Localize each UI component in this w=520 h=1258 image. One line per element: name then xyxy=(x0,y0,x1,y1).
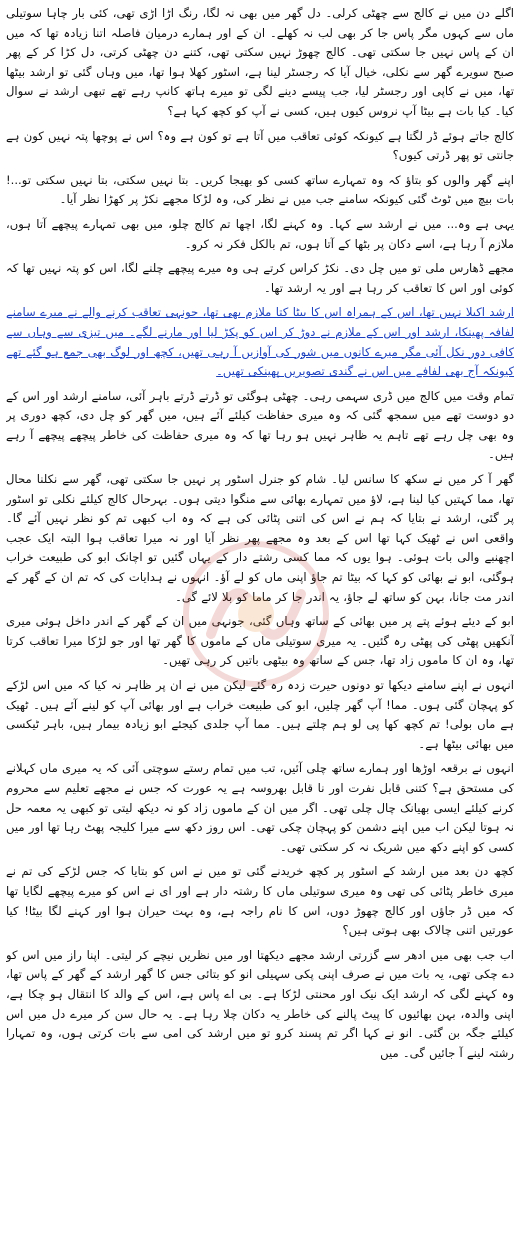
story-paragraph-3: اپنے گھر والوں کو بتاؤ کہ وہ تمہارے ساتھ کسی کو بھیجا کریں۔ بتا نہیں سکتی، بتا نہیں سکتی تو...! بات بیچ میں ٹوٹ گئی کیونکہ سامنے جب میں نے نظر کی، وہ لڑکا مجھے نکڑ پر کھڑا نظر آیا۔ xyxy=(6,172,514,207)
story-paragraph-5: مجھے ڈھارس ملی تو میں چل دی۔ نکڑ کراس کرتے ہی وہ میرے پیچھے چلنے لگا، اس کو پتہ نہیں تھا کہ کوئی اور اس کا تعاقب کر رہا ہے اور یہ ارشد تھا۔ xyxy=(6,261,514,295)
story-paragraph-12: کچھ دن بعد میں ارشد کے اسٹور پر کچھ خریدنے گئی تو میں نے اس کو بتایا کہ جس لڑکے کی تم نے میری خاطر پٹائی کی تھی وہ میری سوتیلی ماں کا رشتہ دار ہے اور ای نے اس کو میرے پیچھے لگایا تھا کہ میں ڈر جاؤں اور کالج چھوڑ دوں، اس کا نام راجہ ہے، وہ بہت حیران ہوا اور کہنے لگا بیٹا! کیا عورتیں اتنی چالاک بھی ہوتی ہیں؟ xyxy=(6,864,514,938)
story-paragraph-highlighted-link[interactable]: ارشد اکیلا نہیں تھا، اس کے ہمراہ اس کا بیٹا کتا ملازم بھی تھا، جونہی تعاقب کرنے والے نے میرے سامنے لفافہ پھینکا، ارشد اور اس کے ملازم نے دوڑ کر اس کو پکڑ لیا اور مارنے لگے۔ میں تیزی سے وہاں سے کافی دور نکل آئی مگر میرے کانوں میں شور کی آوازیں آ رہی تھیں، کچھ اور لوگ بھی جمع ہو گئے تھے کیونکہ آج بھی لفافے میں اس نے گندی تصویریں پھینکی تھیں۔ xyxy=(6,305,514,379)
story-paragraph-9: ابو کے دیئے ہوئے پتے پر میں بھائی کے ساتھ وہاں گئی، جونہی میں ان کے گھر کے اندر داخل ہوئی میری آنکھیں پھٹی کی پھٹی رہ گئیں۔ یہ میری سوتیلی ماں کے ماموں کا گھر تھا اور جو لڑکا میرا تعاقب کرتا تھا، وہ ان کا ماموں زاد تھا، جس کے ساتھ وہ بیٹھی باتیں کر رہی تھیں۔ xyxy=(6,614,514,668)
story-paragraph-2: کالج جاتے ہوئے ڈر لگتا ہے کیونکہ کوئی تعاقب میں آتا ہے تو کون ہے وہ؟ اس نے پوچھا پتہ نہیں کون ہے جانتی تو پھر ڈرتی کیوں؟ xyxy=(6,128,514,163)
story-paragraph-1: اگلے دن میں نے کالج سے چھٹی کرلی۔ دل گھر میں بھی نہ لگا، رنگ اڑا اڑی تھی، کئی بار چاہا سوتیلی ماں سے کہوں مگر پاس جا کر بھی لب نہ کھلے۔ ان کے اور ہمارے درمیان فاصلہ اتنا زیادہ تھا کہ میں ان کے پاس نہیں جا سکتی تھی۔ کالج چھوڑ نہیں سکتی تھی، کتنے دن چھٹی کرتی، دل کڑا کر کے پھر صبح سویرے گھر سے نکلی، خیال آیا کہ رجسٹر لینا ہے، اسٹور کھلا ہوا تھا، میں وہاں گئی تو ارشد بیٹھا تھا، میں نے کاپی اور رجسٹر لیا، جب پیسے دینے لگی تو میرے ہاتھ کانپ رہے تھے تبھی ارشد نے سوال کیا۔ کیا بات ہے بیٹا آپ نروس کیوں ہیں، کسی نے آپ کو کچھ کہا ہے؟ xyxy=(6,6,514,118)
story-paragraph-10: انہوں نے اپنے سامنے دیکھا تو دونوں حیرت زدہ رہ گئے لیکن میں نے ان پر ظاہر نہ کیا کہ میں اس لڑکے کو پہچان گئی ہوں۔ مما! آپ گھر چلیں، ابو کی طبیعت خراب ہے اور بھائی آپ کو لینے آئے ہیں۔ ٹھیک ہے ماں بولی! تم کچھ کھا پی لو ہم چلتے ہیں۔ مما آپ جلدی کیجئے ابو زیادہ بیمار ہیں، باہر ٹیکسی میں بھائی بیٹھا ہے۔ xyxy=(6,678,514,751)
article-page xyxy=(6,4,514,1254)
story-paragraph-7: تمام وقت میں کالج میں ڈری سہمی رہی۔ چھٹی ہوگئی تو ڈرتے ڈرتے باہر آئی، سامنے ارشد اور اس کے دو دوست تھے میں سمجھ گئی کہ وہ میری حفاظت کیلئے آئے ہیں، میں گھر کو چل دی، کچھ دوری پر وہ بھی چل رہے تھے تاہم یہ ظاہر نہیں ہو رہا تھا کہ وہ میری حفاظت کی خاطر پیچھے پیچھے آ رہے ہیں۔ xyxy=(6,388,514,462)
story-paragraph-11: انہوں نے برقعہ اوڑھا اور ہمارے ساتھ چلی آئیں، تب میں تمام رستے سوچتی آئی کہ یہ میری ماں کہلانے کی مستحق ہے؟ کتنی قابل نفرت اور نا قابل بھروسہ ہے یہ عورت کہ جس نے مجھے تعلیم سے محروم کرنے کیلئے ایسی بھیانک چال چلی تھی۔ اگر میں ان کے ماموں زاد کو نہ دیکھ لیتی تو کبھی یہ معمہ حل نہ ہوتا لیکن اب میں اپنے دشمن کو پہچان چکی تھی۔ اس روز دکھ سے میرا کلیجہ پھٹ رہا تھا اور میں کسی کو اپنے دکھ میں شریک نہ کر سکتی تھی۔ xyxy=(6,761,514,854)
story-paragraph-8: گھر آ کر میں نے سکھ کا سانس لیا۔ شام کو جنرل اسٹور پر نہیں جا سکتی تھی، گھر سے نکلنا محال تھا، مما کہتیں کیا لینا ہے، لاؤ میں تمہارے بھائی سے منگوا دیتی ہوں۔ بہرحال کالج کیلئے نکلی تو اسٹور پر گئی، ارشد نے بتایا کہ ہم نے اس کی اتنی پٹائی کی ہے کہ وہ اب کبھی تم کو نظر نہیں آئے گا۔ واقعی اس نے ٹھیک کہا تھا اس کے بعد وہ مجھے پھر نظر آیا اور نہ میرا تعاقب ہوا البتہ ایک عجب اچھنبے والی بات ہوئی۔ ہوا یوں کہ مما کسی رشتے دار کے یہاں گئیں تو اچانک ابو کی طبیعت خراب ہوگئی، ابو نے بھائی کو کہا کہ بیٹا تم جاؤ اپنی ماں کو لے آؤ۔ انہوں نے ہدایات کی کہ تم ان کے گھر کے اندر مت جانا، بہن کو ساتھ لے جاؤ، یہ اندر جا کر ماما کو بلا لائے گی۔ xyxy=(6,472,514,604)
story-paragraph-4: یہی ہے وہ... میں نے ارشد سے کہا۔ وہ کہنے لگا، اچھا تم کالج چلو، میں بھی تمہارے پیچھے آتا ہوں، ملازم آ رہا ہے، اسے دکان پر بٹھا کے آتا ہوں، تم بالکل فکر نہ کرو۔ xyxy=(6,216,514,251)
story-paragraph-13: اب جب بھی میں ادھر سے گزرتی ارشد مجھے دیکھتا اور میں نظریں نیچے کر لیتی۔ اپنا راز میں اس کو دے چکی تھی، یہ بات میں نے صرف اپنی پکی سہیلی انو کو بتائی جس کا گھر ارشد کے گھر کے پاس تھا، وہ کہنے لگی کہ ارشد ایک نیک اور محنتی لڑکا ہے۔ بی اے پاس ہے، اس کے والد کا انتقال ہو چکا ہے، اپنی والدہ، بہن بھائیوں کا پیٹ پالنے کی خاطر یہ دکان چلا رہا ہے۔ یہ حال سن کر میرے دل میں اس کیلئے جگہ بن گئی۔ انو نے کہا اگر تم پسند کرو تو میں ارشد کی امی سے بات کرتی ہوں، وہ تمہارا رشتہ لینے آ جائیں گی۔ میں xyxy=(6,947,514,1060)
